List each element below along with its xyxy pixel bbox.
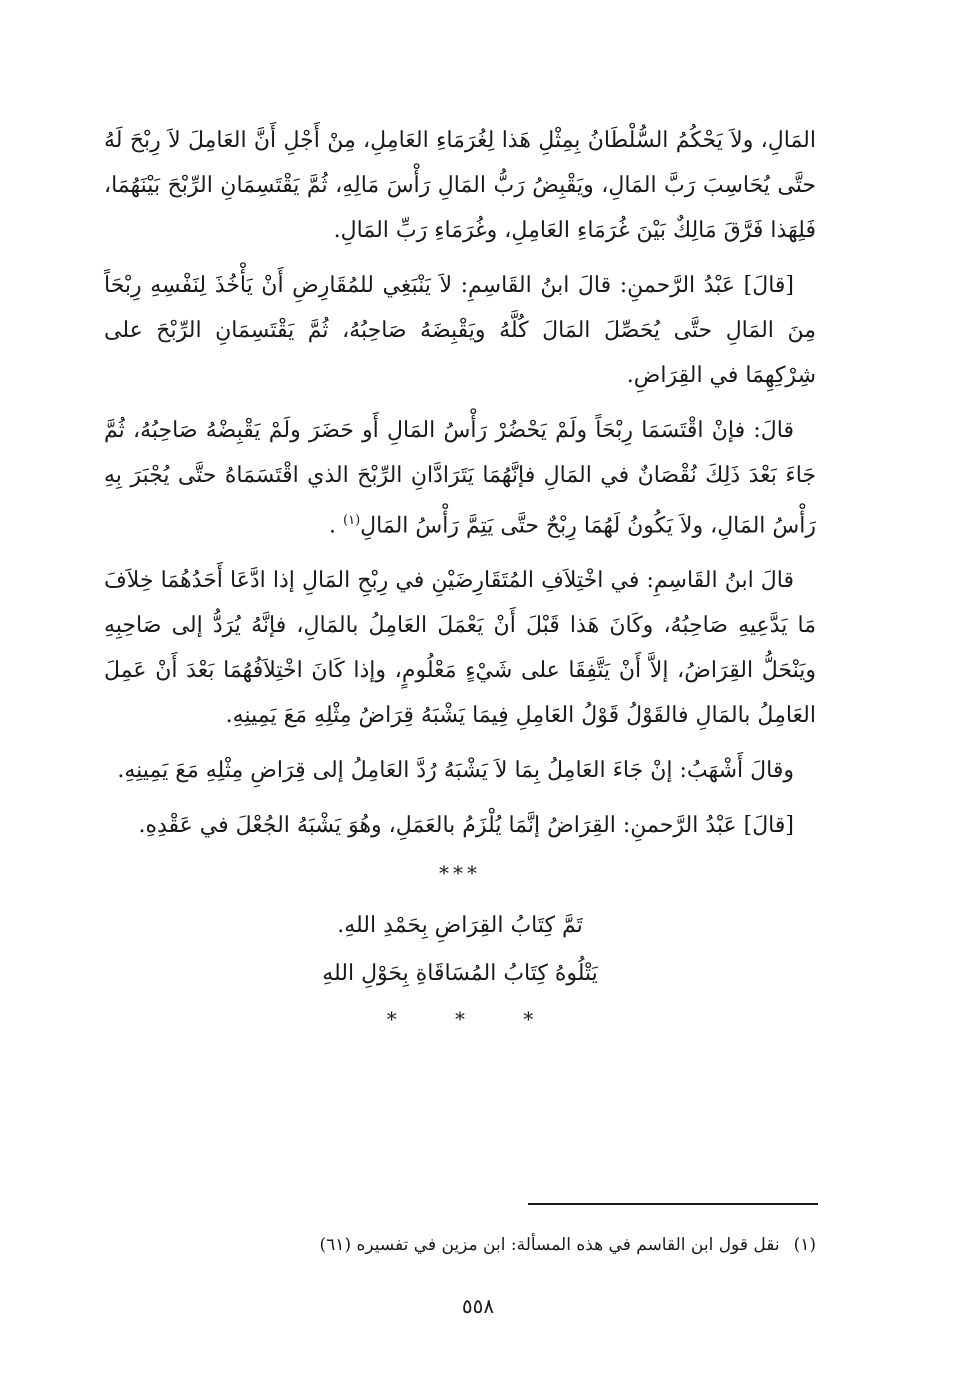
paragraph-6: [قالَ] عَبْدُ الرَّحمنِ: القِرَاضُ إنَّمَا يُلْزَمُ بالعَمَلِ، وهُوَ يَشْبَهُ الجُعْلَ في عَقْدِهِ. — [138, 813, 794, 839]
closing-block — [104, 902, 816, 998]
paragraph-1: المَالِ، ولاَ يَحْكُمُ السُّلْطَانُ بِمِثْلِ هَذا لِغُرَمَاءِ العَامِلِ، مِنْ أَجْلِ أَنَّ العَامِلَ لاَ رِبْحَ لَهُ حتَّى يُحَاسِبَ رَبَّ المَالِ، ويَقْبِضُ رَبُّ المَالِ رَأْسَ مَالِهِ، ثُمَّ يَقْتَسِمَانِ الرِّبْحَ بَيْنَهُمَا، فَلِهَذا فَرَّقَ مَالِكٌ بَيْنَ غُرَمَاءِ العَامِلِ، وغُرَمَاءِ رَبِّ المَالِ. — [104, 128, 816, 243]
paragraph-2: [قالَ] عَبْدُ الرَّحمنِ: قالَ ابنُ القَاسِمِ: لاَ يَنْبَغِي للمُقَارِضِ أَنْ يَأْخُذَ لِنَفْسِهِ رِبْحَاً مِنَ المَالِ حتَّى يُحَصِّلَ المَالَ كُلَّهُ ويَقْبِضَهُ صَاحِبُهُ، ثُمَّ يَقْتَسِمَانِ الرِّبْحَ على شِرْكِهِمَا في القِرَاضِ. — [104, 273, 816, 388]
footnote — [104, 1232, 816, 1258]
paragraph-3-text: قالَ: فإنْ اقْتَسَمَا رِبْحَاً ولَمْ يَحْضُرْ رَأْسُ المَالِ أَو حَضَرَ ولَمْ يَقْبِضْهُ صَاحِبُهُ، ثُمَّ جَاءَ بَعْدَ ذَلِكَ نُقْصَانٌ في المَالِ فإنَّهُمَا يَتَرَادَّانِ الرِّبْحَ الذي اقْتَسَمَاهُ حتَّى يُجْبَرَ بِهِ رَأْسُ المَالِ، ولاَ يَكُونُ لَهُمَا رِبْحٌ حتَّى يَتِمَّ رَأْسُ المَالِ — [104, 418, 816, 539]
page-number: ٥٥٨ — [461, 1294, 495, 1318]
paragraph-4: قالَ ابنُ القَاسِمِ: في اخْتِلاَفِ المُتَقَارِضَيْنِ في رِبْحِ المَالِ إذا ادَّعَا أَحَدُهُمَا خِلاَفَ مَا يَدَّعِيهِ صَاحِبُهُ، وكَانَ هَذا قَبْلَ أَنْ يَعْمَلَ العَامِلُ بالمَالِ، فإنَّهُ يُرَدُّ إلى صَاحِبِهِ ويَنْحَلُّ القِرَاضُ، إلاَّ أَنْ يَتَّفِقَا على شَيْءٍ مَعْلُومٍ، وإذا كَانَ اخْتِلاَفُهُمَا بَعْدَ أَنْ عَمِلَ العَامِلُ بالمَالِ فالقَوْلُ قَوْلُ العَامِلِ فِيمَا يَشْبَهُ قِرَاضُ مِثْلِهِ مَعَ يَمِينِهِ. — [104, 568, 816, 729]
paragraph-3-tail: . — [329, 513, 344, 539]
separator-top: *** — [439, 861, 481, 886]
footnote-divider — [528, 1203, 818, 1205]
footnote-number: (١) — [793, 1235, 816, 1255]
closing-line-2: يَتْلُوهُ كِتَابُ المُسَاقَاةِ بِحَوْلِ اللهِ — [322, 961, 598, 987]
closing-line-1: تَمَّ كِتَابُ القِرَاضِ بِحَمْدِ اللهِ. — [337, 913, 583, 939]
paragraph-3 — [104, 408, 816, 548]
main-text — [104, 118, 816, 1048]
separator-bottom: * * * — [386, 1007, 560, 1032]
footnote-text: نقل قول ابن القاسم في هذه المسألة: ابن مزين في تفسيره (٦١) — [319, 1235, 780, 1255]
footnote-marker[interactable]: (١) — [343, 513, 361, 528]
paragraph-5: وقالَ أَشْهَبُ: إنْ جَاءَ العَامِلُ بِمَا لاَ يَشْبَهُ رُدَّ العَامِلُ إلى قِرَاضِ مِثْلِهِ مَعَ يَمِينِهِ. — [117, 758, 794, 784]
